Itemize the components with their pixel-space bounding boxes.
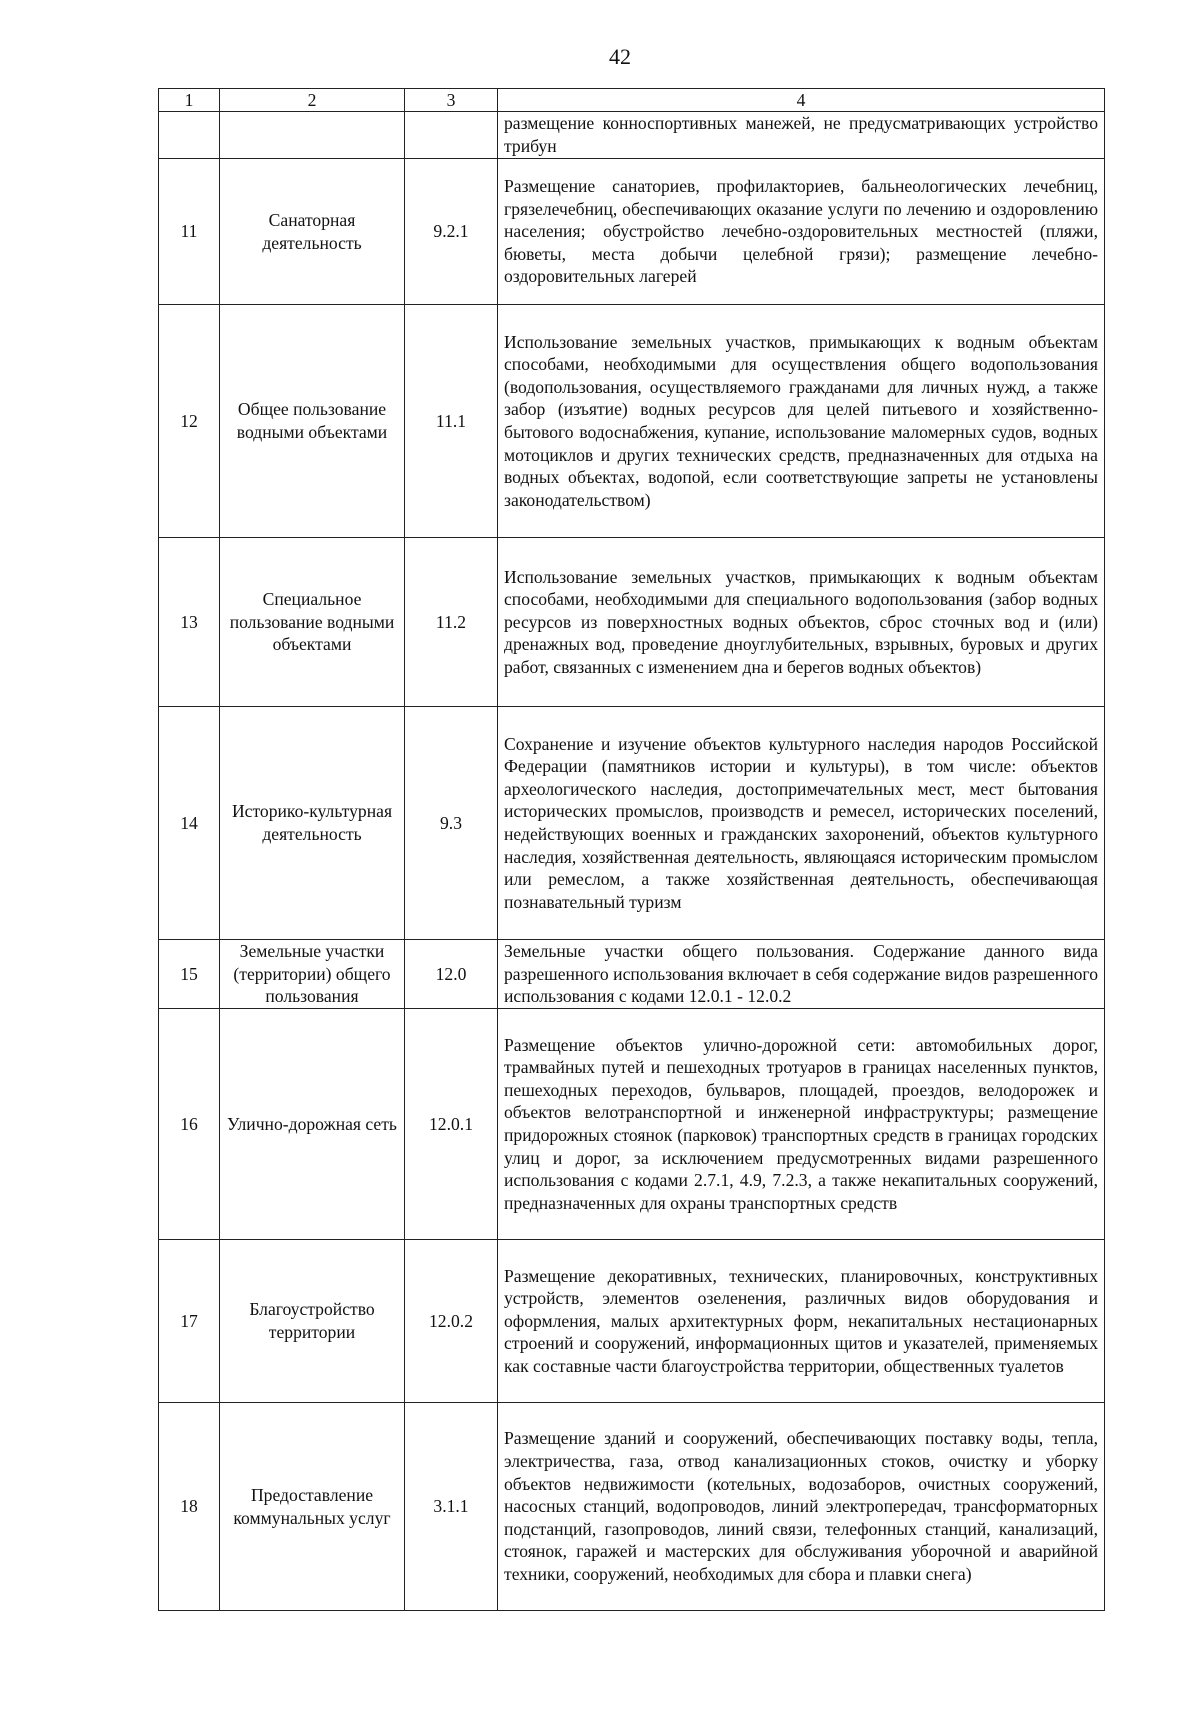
row-code-cell: 12.0.2 <box>405 1240 498 1403</box>
row-name-cell: Улично-дорожная сеть <box>220 1009 405 1240</box>
row-description-cell: Размещение зданий и сооружений, обеспечивающих поставку воды, тепла, электричества, газа, отвод канализационных стоков, очистку и уборку объектов недвижимости (котельных, водозаборов, очистных сооружений, насосных станций, водопроводов, линий электропередач, трансформаторных подстанций, газопроводов, линий связи, телефонных станций, канализаций, стоянок, гаражей и мастерских для обслуживания уборочной и аварийной техники, сооружений, необходимых для сбора и плавки снега) <box>498 1403 1105 1611</box>
row-number-cell: 14 <box>159 707 220 940</box>
table-row <box>159 707 1105 940</box>
row-description-cell: Размещение санаториев, профилакториев, бальнеологических лечебниц, грязелечебниц, обеспечивающих оказание услуги по лечению и оздоровлению населения; обустройство лечебно-оздоровительных местностей (пляжи, бюветы, места добычи целебной грязи); размещение лечебно-оздоровительных лагерей <box>498 159 1105 305</box>
row-description-cell: Земельные участки общего пользования. Содержание данного вида разрешенного использования включает в себя содержание видов разрешенного использования с кодами 12.0.1 - 12.0.2 <box>498 940 1105 1009</box>
row-name-cell: Общее пользование водными объектами <box>220 305 405 538</box>
row-number-cell: 15 <box>159 940 220 1009</box>
row-number-cell: 12 <box>159 305 220 538</box>
row-code-cell: 11.1 <box>405 305 498 538</box>
row-number-cell: 18 <box>159 1403 220 1611</box>
column-header-1: 1 <box>159 89 220 112</box>
table-row-continuation <box>159 112 1105 159</box>
row-code-cell: 9.2.1 <box>405 159 498 305</box>
table-row <box>159 1403 1105 1611</box>
row-number-cell: 17 <box>159 1240 220 1403</box>
row-code-cell: 12.0.1 <box>405 1009 498 1240</box>
table-row <box>159 159 1105 305</box>
table-row <box>159 940 1105 1009</box>
row-description-cell: Размещение объектов улично-дорожной сети: автомобильных дорог, трамвайных путей и пешеходных тротуаров в границах населенных пунктов, пешеходных переходов, бульваров, площадей, проездов, велодорожек и объектов велотранспортной и инженерной инфраструктуры; размещение придорожных стоянок (парковок) транспортных средств в границах городских улиц и дорог, за исключением предусмотренных видами разрешенного использования с кодами 2.7.1, 4.9, 7.2.3, а также некапитальных сооружений, предназначенных для охраны транспортных средств <box>498 1009 1105 1240</box>
row-code-cell: 12.0 <box>405 940 498 1009</box>
column-header-2: 2 <box>220 89 405 112</box>
row-name-cell: Историко-культурная деятельность <box>220 707 405 940</box>
row-code-cell: 9.3 <box>405 707 498 940</box>
column-header-3: 3 <box>405 89 498 112</box>
land-use-table <box>158 88 1105 1611</box>
table-row <box>159 1009 1105 1240</box>
row-name-cell <box>220 112 405 159</box>
row-number-cell: 11 <box>159 159 220 305</box>
table-row <box>159 538 1105 707</box>
row-description-cell: Сохранение и изучение объектов культурного наследия народов Российской Федерации (памятников истории и культуры), в том числе: объектов археологического наследия, достопримечательных мест, мест бытования исторических промыслов, производств и ремесел, исторических поселений, недействующих военных и гражданских захоронений, объектов культурного наследия, хозяйственная деятельность, являющаяся историческим промыслом или ремеслом, а также хозяйственная деятельность, обеспечивающая познавательный туризм <box>498 707 1105 940</box>
row-name-cell: Санаторная деятельность <box>220 159 405 305</box>
row-code-cell: 3.1.1 <box>405 1403 498 1611</box>
row-name-cell: Земельные участки (территории) общего пользования <box>220 940 405 1009</box>
row-description-cell: размещение конноспортивных манежей, не предусматривающих устройство трибун <box>498 112 1105 159</box>
row-code-cell <box>405 112 498 159</box>
row-description-cell: Размещение декоративных, технических, планировочных, конструктивных устройств, элементов озеленения, различных видов оборудования и оформления, малых архитектурных форм, некапитальных нестационарных строений и сооружений, информационных щитов и указателей, применяемых как составные части благоустройства территории, общественных туалетов <box>498 1240 1105 1403</box>
row-number-cell: 16 <box>159 1009 220 1240</box>
row-number-cell <box>159 112 220 159</box>
table-row <box>159 305 1105 538</box>
table-header-row <box>159 89 1105 112</box>
page-number: 42 <box>609 44 631 69</box>
row-name-cell: Специальное пользование водными объектами <box>220 538 405 707</box>
table-row <box>159 1240 1105 1403</box>
column-header-4: 4 <box>498 89 1105 112</box>
row-number-cell: 13 <box>159 538 220 707</box>
row-name-cell: Предоставление коммунальных услуг <box>220 1403 405 1611</box>
row-name-cell: Благоустройство территории <box>220 1240 405 1403</box>
row-code-cell: 11.2 <box>405 538 498 707</box>
row-description-cell: Использование земельных участков, примыкающих к водным объектам способами, необходимыми для осуществления общего водопользования (водопользования, осуществляемого гражданами для личных нужд, а также забор (изъятие) водных ресурсов для целей питьевого и хозяйственно- бытового водоснабжения, купание, использование маломерных судов, водных мотоциклов и других технических средств, предназначенных для отдыха на водных объектах, водопой, если соответствующие запреты не установлены законодательством) <box>498 305 1105 538</box>
row-description-cell: Использование земельных участков, примыкающих к водным объектам способами, необходимыми для специального водопользования (забор водных ресурсов из поверхностных водных объектов, сброс сточных вод и (или) дренажных вод, проведение дноуглубительных, взрывных, буровых и других работ, связанных с изменением дна и берегов водных объектов) <box>498 538 1105 707</box>
